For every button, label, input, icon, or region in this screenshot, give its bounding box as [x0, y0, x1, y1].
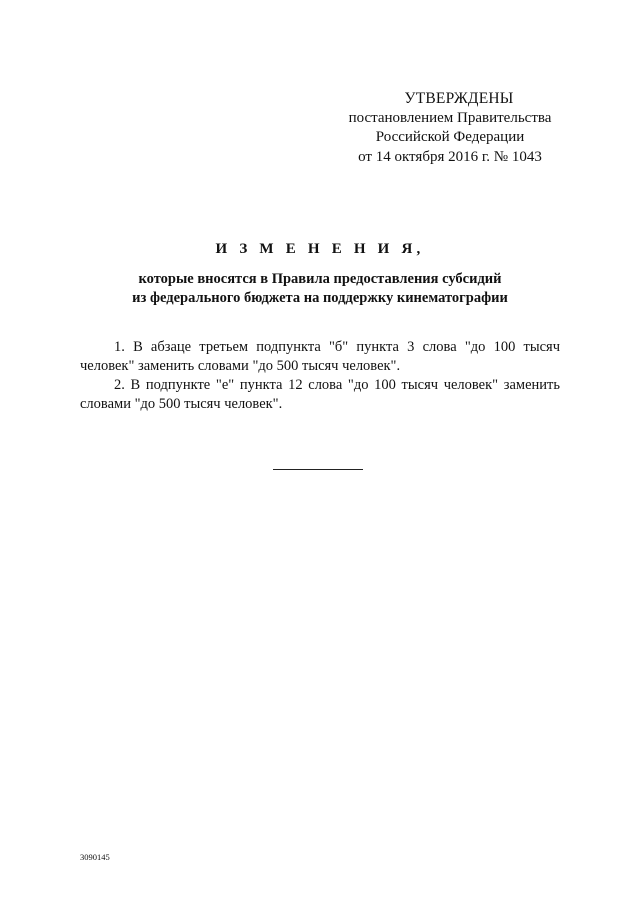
approval-stamp [330, 89, 570, 167]
approval-heading: УТВЕРЖДЕНЫ [404, 90, 514, 107]
subtitle-line-2: из федерального бюджета на поддержку кинематографии [132, 289, 508, 306]
document-title: И З М Е Н Е Н И Я, [215, 241, 425, 257]
approval-line-country: Российской Федерации [375, 129, 525, 145]
document-body [80, 338, 560, 414]
closing-divider-line [273, 469, 363, 470]
document-code: 3090145 [80, 852, 110, 862]
amendment-paragraph-1: 1. В абзаце третьем подпункта "б" пункта 3 слова "до 100 тысяч человек" заменить словами "до 500 тысяч человек". [80, 339, 560, 374]
document-title-block [80, 240, 560, 307]
approval-line-date-number: от 14 октября 2016 г. № 1043 [358, 148, 542, 165]
approval-line-decree: постановлением Правительства [348, 109, 552, 126]
amendment-paragraph-2: 2. В подпункте "е" пункта 12 слова "до 100 тысяч человек" заменить словами "до 500 тысяч человек". [80, 377, 560, 412]
document-subtitle [80, 270, 560, 307]
subtitle-line-1: которые вносятся в Правила предоставления субсидий [138, 271, 502, 287]
